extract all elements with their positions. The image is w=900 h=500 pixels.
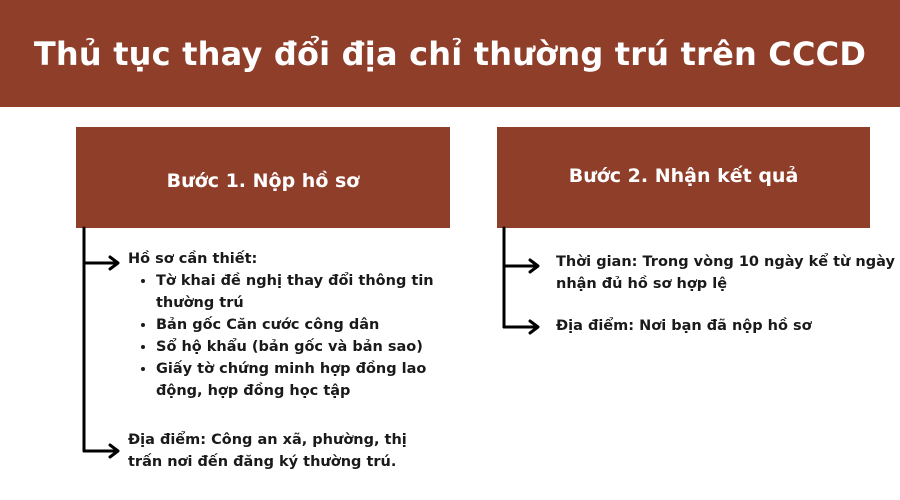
requirements-list — [132, 270, 456, 402]
step-2-title: Bước 2. Nhận kết quả — [568, 164, 799, 187]
list-item: • Bản gốc Căn cước công dân — [156, 314, 456, 336]
page-title: Thủ tục thay đổi địa chỉ thường trú trên CCCD — [33, 34, 867, 73]
list-item: • Giấy tờ chứng minh hợp đồng lao động, hợp đồng học tập — [156, 358, 456, 402]
requirements-heading: Hồ sơ cần thiết: — [128, 251, 258, 267]
list-item: • Sổ hộ khẩu (bản gốc và bản sao) — [156, 336, 456, 358]
step-2-location: Địa điểm: Nơi bạn đã nộp hồ sơ — [556, 318, 812, 334]
list-item: • Tờ khai đề nghị thay đổi thông tin thường trú — [156, 270, 456, 314]
step-1-location: Địa điểm: Công an xã, phường, thị trấn nơi đến đăng ký thường trú. — [128, 432, 407, 470]
step-1-title: Bước 1. Nộp hồ sơ — [166, 169, 360, 192]
step-2-time: Thời gian: Trong vòng 10 ngày kể từ ngày nhận đủ hồ sơ hợp lệ — [556, 254, 895, 292]
